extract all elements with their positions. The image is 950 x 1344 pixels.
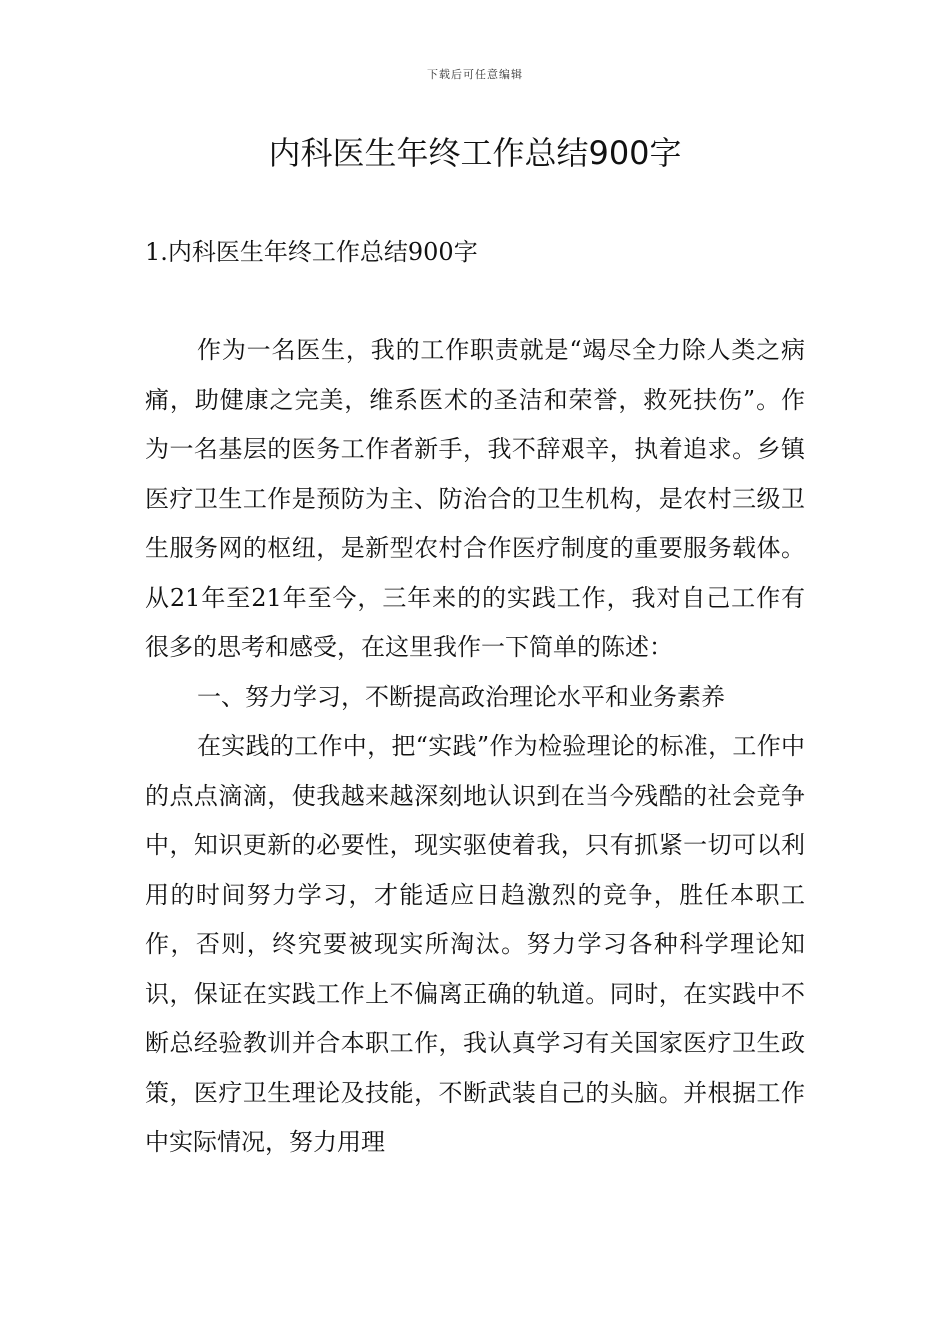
paragraph-intro: 作为一名医生，我的工作职责就是“竭尽全力除人类之病痛，助健康之完美，维系医术的圣洁和荣誉，救死扶伤”。作为一名基层的医务工作者新手，我不辞艰辛，执着追求。乡镇医疗卫生工作是预防为主、防治合的卫生机构，是农村三级卫生服务网的枢纽，是新型农村合作医疗制度的重要服务载体。从21年至21年至今，三年来的的实践工作，我对自己工作有很多的思考和感受，在这里我作一下简单的陈述：	[145, 336, 805, 661]
section-subheading: 1.内科医生年终工作总结900字	[145, 238, 478, 266]
document-title: 内科医生年终工作总结900字	[268, 134, 682, 172]
paragraph-study: 在实践的工作中，把“实践”作为检验理论的标准，工作中的点点滴滴，使我越来越深刻地认识到在当今残酷的社会竞争中，知识更新的必要性，现实驱使着我，只有抓紧一切可以利用的时间努力学习，才能适应日趋激烈的竞争，胜任本职工作，否则，终究要被现实所淘汰。努力学习各种科学理论知识，保证在实践工作上不偏离正确的轨道。同时，在实践中不断总经验教训并合本职工作，我认真学习有关国家医疗卫生政策，医疗卫生理论及技能，不断武装自己的头脑。并根据工作中实际情况，努力用理	[145, 732, 805, 1156]
paragraph-section-heading: 一、努力学习，不断提高政治理论水平和业务素养	[197, 682, 725, 711]
body-text	[145, 326, 805, 1168]
header-note: 下载后可任意编辑	[427, 68, 523, 81]
